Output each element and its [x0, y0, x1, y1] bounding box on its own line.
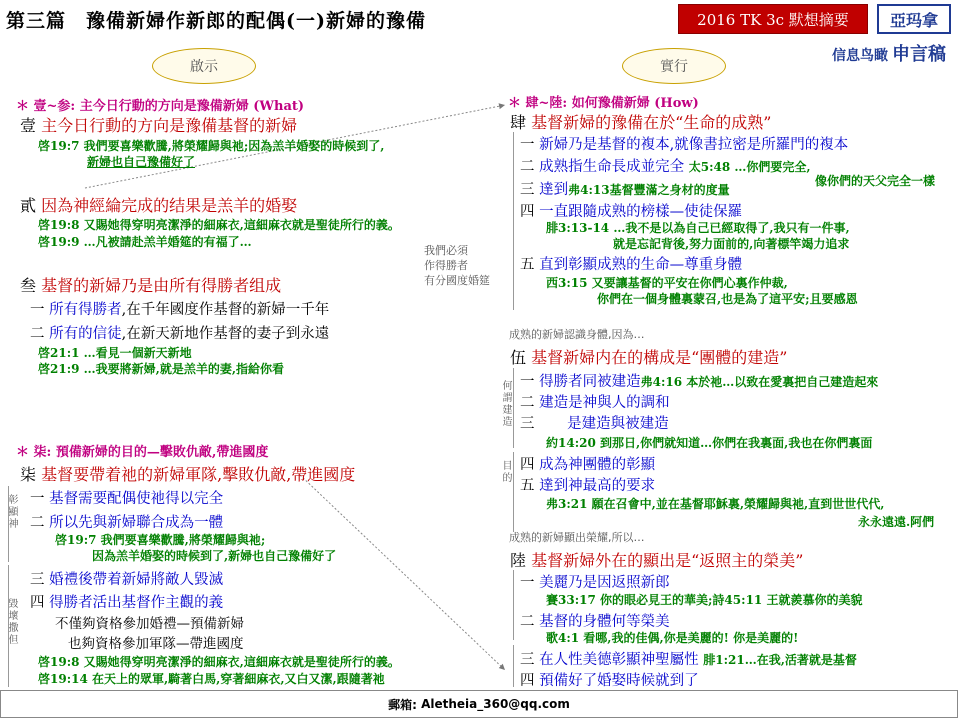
- point-5-sub-5-num: 五: [520, 478, 535, 494]
- point-5-num: 伍: [510, 348, 527, 367]
- point-3-sub-2-text: ,在新天新地作基督的妻子到永遠: [121, 326, 330, 342]
- point-5-sub-1-verse: 弗4:16 本於祂…以致在愛裏把自己建造起來: [640, 375, 879, 389]
- point-7-sub-1: [30, 487, 223, 508]
- footer-bar: [0, 690, 958, 718]
- point-6-sub-4-text: 預備好了婚娶時候就到了: [539, 673, 699, 689]
- point-5-sub-2-text: 建造是神與人的調和: [539, 395, 670, 411]
- point-1-text: 主今日行動的方向是豫備基督的新婦: [41, 116, 298, 135]
- point-5-verse-3: 永永遠遠.阿們: [858, 515, 935, 529]
- point-6-sub-2: [520, 610, 670, 631]
- point-4-sub-2-verse-2: 像你們的天父完全一樣: [815, 174, 936, 188]
- point-3-sub-1-text: ,在千年國度作基督的新婦一千年: [121, 302, 330, 318]
- point-4-sub-2-num: 二: [520, 159, 535, 175]
- point-5-sub-2-num: 二: [520, 395, 535, 411]
- practice-oval: 實行: [622, 48, 726, 84]
- point-4-sub-4-text: 一直跟隨成熟的榜樣—使徒保羅: [539, 204, 743, 220]
- vertical-label-what-building: 何謂建造: [500, 380, 511, 428]
- point-7-verse-4: 啓19:14 在天上的眾軍,騎著白馬,穿著細麻衣,又白又潔,跟隨著祂: [38, 672, 385, 686]
- point-4-emphasis: “生命的成熟”: [675, 113, 772, 132]
- point-4-verse-2: 就是忘記背後,努力面前的,向著標竿竭力追求: [613, 237, 850, 251]
- email-label: 郵箱:: [388, 697, 417, 712]
- point-3-verse-1: 啓21:1 …看見一個新天新地: [38, 346, 192, 360]
- point-3-sub-2-num: 二: [30, 326, 45, 342]
- point-1-verse-1: 啓19:7 我們要喜樂歡騰,將榮耀歸與祂;因為羔羊婚娶的時候到了,: [38, 139, 385, 153]
- point-7-verse-1: 啓19:7 我們要喜樂歡騰,將榮耀歸與祂;: [55, 533, 266, 547]
- left-section-heading-2: ＊ 柒: 預備新婦的目的—擊敗仇敵,帶進國度: [16, 445, 269, 460]
- point-4-sub-1: [520, 133, 848, 154]
- series-badge: 2016 TK 3c 默想摘要: [678, 4, 868, 34]
- vertical-label-purpose: 目的: [500, 460, 511, 484]
- point-4-sub-2: [520, 155, 811, 176]
- point-5-sub-3-text: 是建造與被建造: [567, 416, 669, 432]
- point-6-sub-3-num: 三: [520, 652, 535, 668]
- point-5-verse-1: 約14:20 到那日,你們就知道…你們在我裏面,我也在你們裏面: [546, 436, 873, 450]
- right-note-1: 成熟的新婦認識身體,因為…: [509, 328, 645, 341]
- right-note-2: 成熟的新婦顯出榮耀,所以…: [509, 531, 645, 544]
- point-7-heading: [20, 462, 355, 485]
- point-6-sub-3: [520, 648, 857, 669]
- point-5-sub-1-num: 一: [520, 374, 535, 390]
- point-3-verse-2: 啓21:9 …我要將新婦,就是羔羊的妻,指給你看: [38, 362, 285, 376]
- point-7-verse-2: 因為羔羊婚娶的時候到了,新婦也自己豫備好了: [92, 549, 337, 563]
- point-7-sub-2-text: 所以先與新婦聯合成為一體: [49, 515, 224, 531]
- email-address[interactable]: Aletheia_360@qq.com: [421, 697, 570, 711]
- point-5-text: 基督新婦内在的構成是: [531, 348, 692, 367]
- vertical-label-destroy: 毀壞撒但: [6, 598, 17, 646]
- point-6-sub-1-num: 一: [520, 575, 535, 591]
- point-3-sub-2-key: 所有的信徒: [49, 326, 122, 342]
- point-3-sub-1-key: 所有得勝者: [49, 302, 122, 318]
- point-3-sub-1: [30, 298, 329, 319]
- point-4-sub-5: [520, 253, 742, 274]
- point-4-verse-4: 你們在一個身體裏蒙召,也是為了這平安;且要感恩: [597, 292, 858, 306]
- point-4-sub-3: [520, 178, 730, 199]
- point-7-sub-3-text: 婚禮後帶着新婦將敵人毀滅: [49, 572, 224, 588]
- point-7-verse-3: 啓19:8 又賜她得穿明亮潔淨的細麻衣,這細麻衣就是聖徒所行的義。: [38, 655, 400, 669]
- point-2-heading: [20, 193, 297, 216]
- point-7-text: 基督要帶着祂的新婦軍隊,擊敗仇敵,帶進國度: [41, 465, 356, 484]
- point-4-sub-5-text: 直到彰顯成熟的生命—尊重身體: [539, 257, 743, 273]
- point-7-sub-4-text: 得勝者活出基督作主觀的義: [49, 595, 224, 611]
- vertical-label-manifest: 彰顯神: [6, 494, 17, 530]
- point-3-text: 基督的新婦乃是由所有得勝者组成: [41, 276, 282, 295]
- right-section-heading-1: ＊ 肆~陸: 如何豫備新婦 (How): [508, 96, 699, 111]
- middle-note-line-2: 作得勝者: [424, 259, 468, 272]
- point-6-heading: [510, 548, 804, 571]
- point-4-sub-3-num: 三: [520, 182, 535, 198]
- page-title: 第三篇 豫備新婦作新郎的配偶(一)新婦的豫備: [6, 10, 426, 32]
- point-7-sub-3: [30, 568, 223, 589]
- point-3-sub-2: [30, 322, 329, 343]
- point-7-sub-3-num: 三: [30, 572, 45, 588]
- point-2-verse-2: 啓19:9 …凡被請赴羔羊婚筵的有福了…: [38, 235, 252, 249]
- point-6-verse-2: 歌4:1 看哪,我的佳偶,你是美麗的! 你是美麗的!: [546, 631, 799, 645]
- point-7-sub-1-num: 一: [30, 491, 45, 507]
- point-2-num: 貳: [20, 196, 37, 215]
- point-7-sub-1-text: 基督需要配偶使祂得以完全: [49, 491, 224, 507]
- point-4-sub-4-num: 四: [520, 204, 535, 220]
- point-6-text: 基督新婦外在的顯出是: [531, 551, 692, 570]
- point-6-emphasis: “返照主的榮美”: [691, 551, 804, 570]
- point-4-verse-3: 西3:15 又要讓基督的平安在你們心裏作仲裁,: [546, 276, 788, 290]
- point-5-sub-4: [520, 453, 655, 474]
- point-1-verse-2: 新婦也自己豫備好了: [87, 155, 196, 169]
- point-3-heading: [20, 273, 281, 296]
- point-6-sub-3-verse: 腓1:21…在我,活著就是基督: [703, 653, 857, 667]
- point-5-verse-2: 弗3:21 願在召會中,並在基督耶穌裏,榮耀歸與祂,直到世世代代,: [546, 497, 885, 511]
- point-6-sub-2-num: 二: [520, 614, 535, 630]
- point-4-sub-2-text: 成熟指生命長成並完全: [539, 159, 685, 175]
- point-7-num: 柒: [20, 465, 37, 484]
- middle-note: [424, 243, 514, 288]
- point-5-sub-3: [520, 412, 669, 433]
- source-name: 申言稿: [892, 44, 946, 65]
- point-5-sub-4-text: 成為神團體的彰顯: [539, 457, 656, 473]
- point-5-heading: [510, 345, 788, 368]
- point-7-sub-2: [30, 511, 223, 532]
- point-4-sub-1-num: 一: [520, 137, 535, 153]
- point-7-line-1: 不僅夠資格參加婚禮—預備新婦: [55, 616, 244, 632]
- middle-note-line-1: 我們必須: [424, 244, 468, 257]
- middle-note-line-3: 有分國度婚筵: [424, 274, 490, 287]
- point-2-verse-1: 啓19:8 又賜她得穿明亮潔淨的細麻衣,這細麻衣就是聖徒所行的義。: [38, 218, 400, 232]
- point-2-text: 因為神經綸完成的结果是羔羊的婚娶: [41, 196, 298, 215]
- revelation-oval: 啟示: [152, 48, 256, 84]
- point-4-sub-5-num: 五: [520, 257, 535, 273]
- point-3-sub-1-num: 一: [30, 302, 45, 318]
- point-7-sub-2-num: 二: [30, 515, 45, 531]
- point-4-verse-1: 腓3:13-14 …我不是以為自己已經取得了,我只有一件事,: [546, 221, 850, 235]
- point-4-sub-1-text: 新婦乃是基督的複本,就像書拉密是所羅門的複本: [539, 137, 849, 153]
- point-6-verse-1: 賽33:17 你的眼必見王的華美;詩45:11 王就羨慕你的美貌: [546, 593, 863, 607]
- point-1-heading: [20, 113, 297, 136]
- point-4-num: 肆: [510, 113, 527, 132]
- point-7-sub-4: [30, 591, 223, 612]
- left-section-heading-1: ＊ 壹~参: 主今日行動的方向是豫備新婦 (What): [16, 99, 305, 114]
- point-6-sub-3-text: 在人性美德彰顯神聖屬性: [539, 652, 699, 668]
- source-prefix: 信息鸟瞰: [832, 48, 888, 64]
- point-5-sub-3-num: 三: [520, 416, 535, 432]
- point-3-num: 叁: [20, 276, 37, 295]
- point-1-num: 壹: [20, 116, 37, 135]
- point-7-sub-4-num: 四: [30, 595, 45, 611]
- point-6-sub-1-text: 美麗乃是因返照新郎: [539, 575, 670, 591]
- point-5-sub-2: [520, 391, 670, 412]
- point-4-text: 基督新婦的豫備在於: [531, 113, 676, 132]
- point-6-num: 陸: [510, 551, 527, 570]
- point-5-sub-1-text: 得勝者同被建造: [539, 374, 641, 390]
- point-4-sub-4: [520, 200, 742, 221]
- point-5-emphasis: “團體的建造”: [691, 348, 788, 367]
- point-7-line-2: 也夠資格參加軍隊—帶進國度: [68, 636, 244, 652]
- point-6-sub-2-text: 基督的身體何等榮美: [539, 614, 670, 630]
- point-4-sub-3-text: 達到: [539, 182, 569, 198]
- point-4-sub-3-verse: 弗4:13基督豐滿之身材的度量: [568, 183, 730, 197]
- author-mark: 亞玛拿: [877, 4, 951, 34]
- point-6-sub-4-num: 四: [520, 673, 535, 689]
- point-5-sub-1: [520, 370, 878, 391]
- point-5-sub-5: [520, 474, 655, 495]
- point-5-sub-5-text: 達到神最高的要求: [539, 478, 656, 494]
- point-4-sub-2-verse: 太5:48 …你們要完全,: [688, 160, 811, 174]
- point-6-sub-4: [520, 669, 699, 690]
- point-5-sub-4-num: 四: [520, 457, 535, 473]
- point-6-sub-1: [520, 571, 670, 592]
- point-4-heading: [510, 110, 772, 133]
